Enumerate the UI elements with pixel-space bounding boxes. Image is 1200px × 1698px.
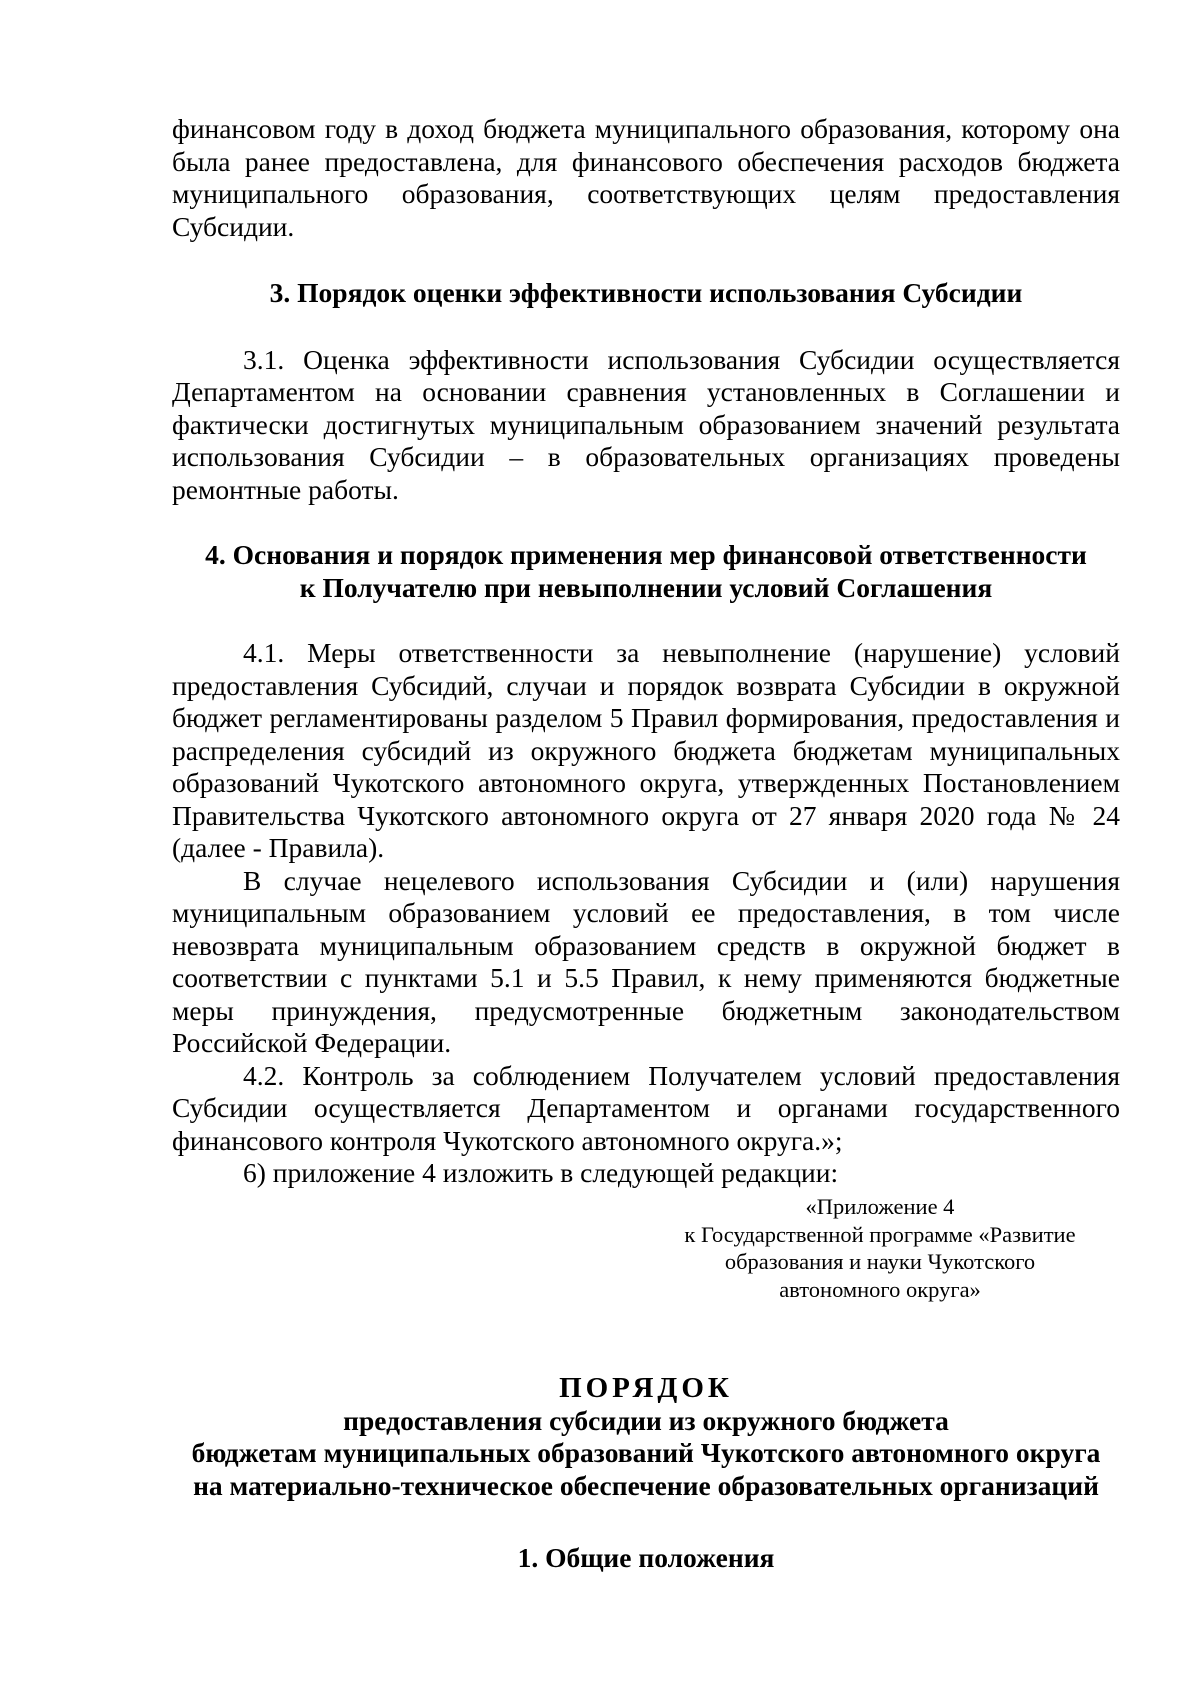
annex-line-2: к Государственной программе «Развитие <box>684 1221 1076 1247</box>
annex-line-4: автономного округа» <box>779 1276 981 1302</box>
paragraph-4-2: 4.2. Контроль за соблюдением Получателем условий предоставления Субсидии осуществляется Департаментом и органами государственного финансового контроля Чукотского автономного округа.»; <box>172 1059 1120 1156</box>
document-page <box>172 113 1120 1190</box>
annex-line-1: «Приложение 4 <box>805 1194 955 1219</box>
paragraph-4-1-continued: В случае нецелевого использования Субсидии и (или) нарушения муниципальным образованием условий ее предоставления, в том числе невозврата муниципальным образованием средств в окружной бюджет в соответствии с пунктами 5.1 и 5.5 Правил, к нему применяются бюджетные меры принуждения, предусмотренные бюджетным законодательством Российской Федерации. <box>172 864 1120 1058</box>
top-paragraph: финансовом году в доход бюджета муниципального образования, которому она была ранее предоставлена, для финансового обеспечения расходов бюджета муниципального образования, соответствующих целям предоставления Субсидии. <box>172 113 1120 242</box>
paragraph-6: 6) приложение 4 изложить в следующей редакции: <box>243 1157 839 1188</box>
order-subtitle-line1: предоставления субсидии из окружного бюджета <box>343 1404 949 1436</box>
annex-line-3: образования и науки Чукотского <box>724 1249 1036 1274</box>
order-subtitle-line2: бюджетам муниципальных образований Чукотского автономного округа <box>191 1437 1101 1468</box>
paragraph-4-1: 4.1. Меры ответственности за невыполнение (нарушение) условий предоставления Субсидий, случаи и порядок возврата Субсидии в окружной бюджет регламентированы разделом 5 Правил формирования, предоставления и распределения субсидий из окружного бюджета бюджетам муниципальных образований Чукотского автономного округа, утвержденных Постановлением Правительства Чукотского автономного округа от 27 января 2020 года № 24 (далее - Правила). <box>172 637 1120 863</box>
section-4-heading-line1: 4. Основания и порядок применения мер финансовой ответственности <box>205 539 1087 570</box>
order-title: ПОРЯДОК <box>559 1372 733 1404</box>
order-block <box>172 1372 1120 1575</box>
general-provisions-heading: 1. Общие положения <box>517 1542 775 1573</box>
section-3-heading: 3. Порядок оценки эффективности использования Субсидии <box>269 277 1023 308</box>
annex-reference <box>655 1193 1105 1303</box>
paragraph-3-1: 3.1. Оценка эффективности использования Субсидии осуществляется Департаментом на основании сравнения установленных в Соглашении и фактически достигнутых муниципальным образованием значений результата использования Субсидии – в образовательных организациях проведены ремонтные работы. <box>172 343 1120 505</box>
order-subtitle-line3: на материально-техническое обеспечение образовательных организаций <box>193 1469 1099 1501</box>
section-4-heading-line2: к Получателю при невыполнении условий Соглашения <box>299 571 993 603</box>
